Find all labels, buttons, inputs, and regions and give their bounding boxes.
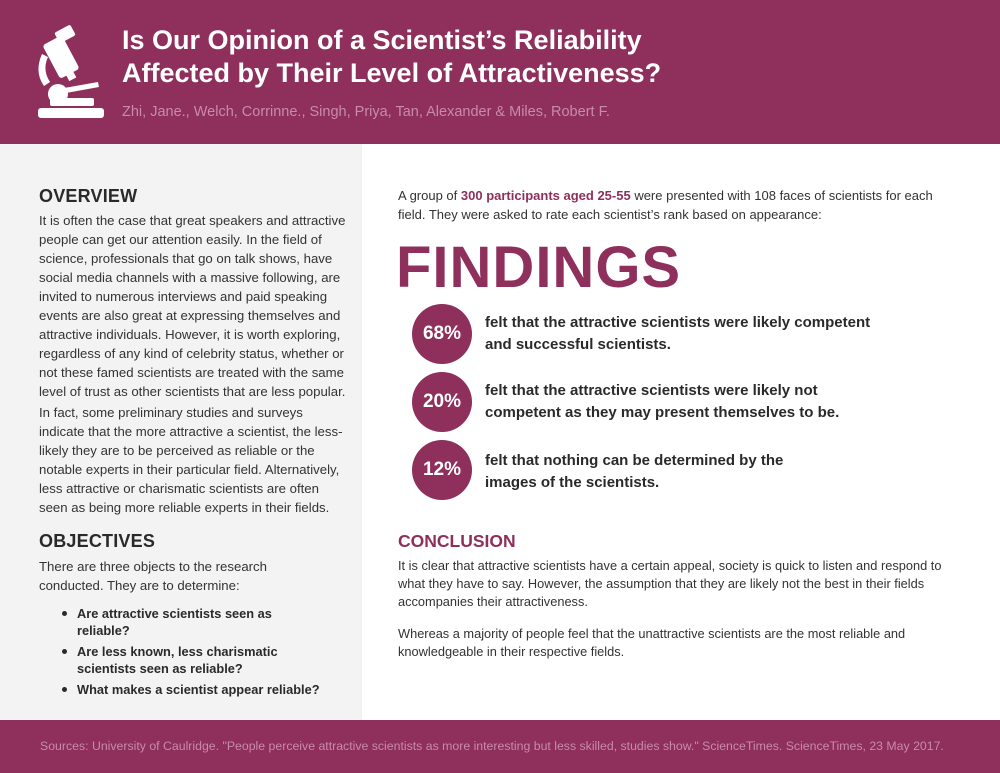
finding-item-1 [412, 304, 892, 364]
findings-heading: FINDINGS [396, 235, 682, 300]
conclusion-heading: CONCLUSION [398, 531, 516, 551]
list-item: Are attractive scientists seen as reliable? [62, 605, 322, 639]
finding-text: felt that the attractive scientists were likely not competent as they may present themselves to be. [485, 382, 840, 421]
overview-paragraph-1: It is often the case that great speakers and attractive people can get our attention easily. In the field of science, professionals that go on talk shows, have social media channels with a massive following, are invited to numerous interviews and paid speaking events are also great at expressing themselves and attractive individuals. However, it is worth exploring, regardless of any kind of celebrity status, whether or not these famed scientists are treated with the same level of trust as other scientists that are less popular. [39, 213, 346, 399]
finding-text: felt that the attractive scientists were likely competent and successful scientists. [485, 314, 871, 353]
percent-badge: 20% [412, 372, 472, 432]
conclusion-paragraph-1: It is clear that attractive scientists have a certain appeal, society is quick to listen and respond to what they have to say. However, the assumption that they are likely not the best in their fields accompanies their attractiveness. [398, 558, 942, 609]
page-title [122, 24, 822, 90]
finding-item-2 [412, 372, 892, 432]
participants-highlight: 300 participants aged 25-55 [460, 188, 631, 203]
authors: Zhi, Jane., Welch, Corrinne., Singh, Priya, Tan, Alexander & Miles, Robert F. [122, 104, 610, 120]
conclusion-paragraph-2: Whereas a majority of people feel that the unattractive scientists are the most reliable and knowledgeable in their respective fields. [398, 626, 906, 659]
title-line-2: Affected by Their Level of Attractiveness? [122, 58, 662, 88]
overview-paragraph-2: In fact, some preliminary studies and surveys indicate that the more attractive a scientist, the less-likely they are to be perceived as reliable or the notable experts in their particular field. Alternatively, less attractive or charismatic scientists are often seen as being more reliable experts in their fields. [39, 405, 343, 515]
percent-badge: 12% [412, 440, 472, 500]
study-intro [398, 186, 938, 224]
percent-badge: 68% [412, 304, 472, 364]
overview-heading: OVERVIEW [39, 186, 138, 206]
intro-text-after: were presented with 108 faces of scientists for each field. They were asked to rate each scientist’s rank based on appearance: [398, 188, 933, 222]
header-banner [0, 0, 1000, 144]
finding-text: felt that nothing can be determined by the images of the scientists. [485, 452, 784, 491]
objectives-list [62, 605, 322, 702]
intro-text-before: A group of [398, 188, 461, 203]
sources-citation: Sources: University of Caulridge. "People perceive attractive scientists as more interesting but less skilled, studies show." ScienceTimes. ScienceTimes, 23 May 2017. [40, 739, 944, 753]
microscope-icon [36, 24, 106, 120]
footer-banner [0, 720, 1000, 773]
finding-item-3 [412, 440, 892, 500]
list-item: What makes a scientist appear reliable? [62, 681, 322, 698]
objectives-intro: There are three objects to the research conducted. They are to determine: [39, 559, 267, 593]
title-line-1: Is Our Opinion of a Scientist’s Reliability [122, 25, 642, 55]
list-item: Are less known, less charismatic scientists seen as reliable? [62, 643, 322, 677]
objectives-heading: OBJECTIVES [39, 531, 156, 551]
